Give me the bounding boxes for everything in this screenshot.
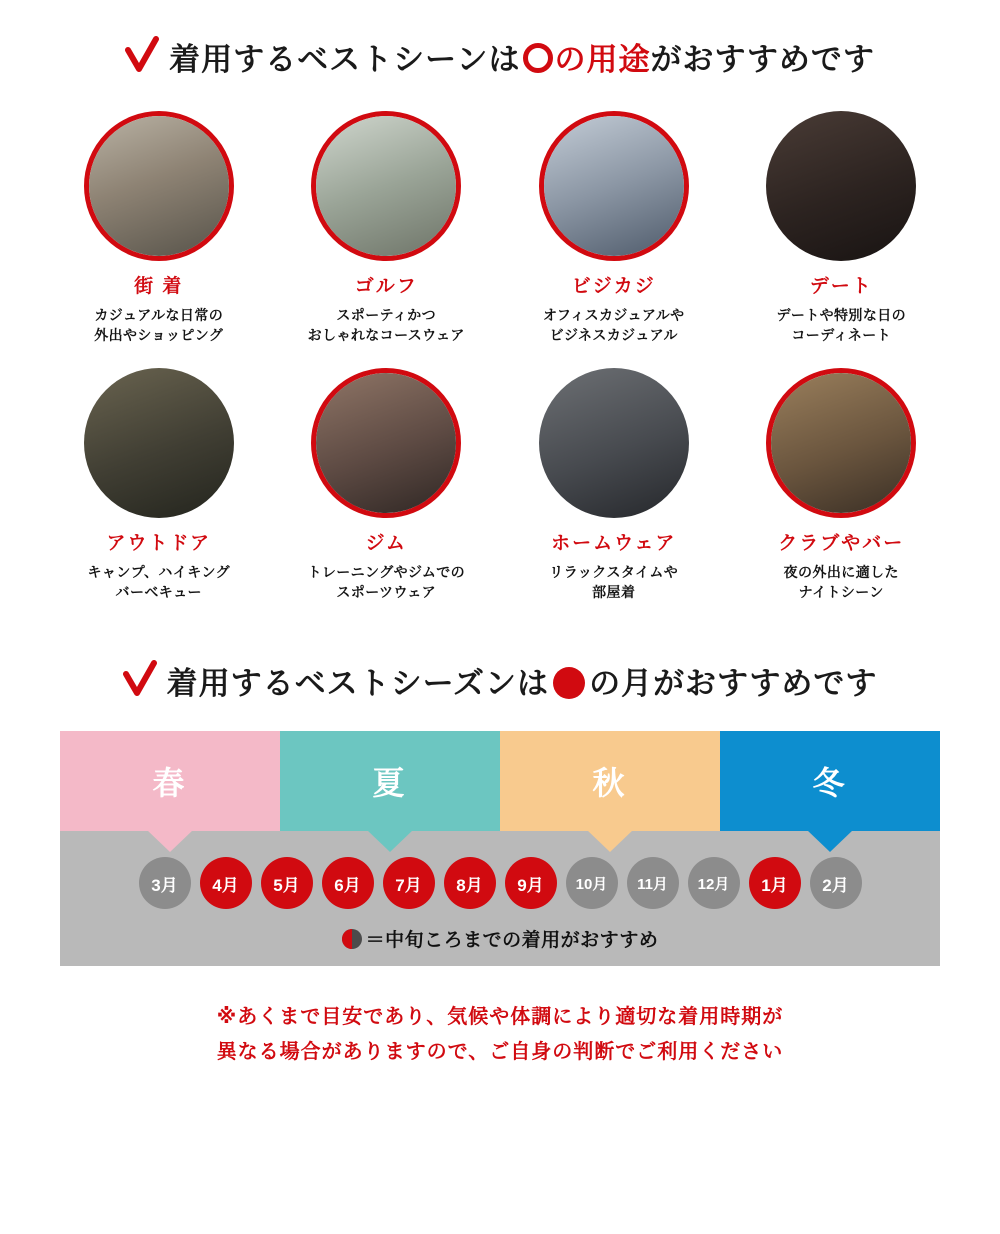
scene-desc: キャンプ、ハイキング バーベキュー	[87, 563, 230, 600]
scene-heading-highlight: の用途	[554, 42, 651, 77]
half-filled-circle-icon	[342, 929, 362, 949]
scene-desc: 夜の外出に適した ナイトシーン	[783, 563, 899, 600]
month-chip-12	[688, 857, 740, 909]
scene-grid	[45, 111, 955, 602]
month-chip-7	[383, 857, 435, 909]
scene-photo-bizcasual	[539, 111, 689, 261]
month-label: 8月	[456, 875, 483, 895]
season-heading	[0, 658, 1000, 703]
month-chip-1	[749, 857, 801, 909]
scene-item	[728, 111, 956, 346]
month-label: 5月	[273, 875, 300, 895]
month-chip-10	[566, 857, 618, 909]
season-cell-spring	[60, 731, 280, 831]
check-icon	[125, 36, 159, 74]
month-label: 11月	[637, 875, 668, 893]
scene-item	[273, 111, 501, 346]
scene-desc: デートや特別な日の コーディネート	[776, 307, 907, 344]
scene-title: ゴルフ	[354, 276, 418, 297]
scene-title: クラブやバー	[778, 532, 905, 554]
scene-desc: トレーニングやジムでの スポーツウェア	[307, 563, 466, 600]
scene-title: ジム	[365, 532, 407, 554]
scene-item	[45, 368, 273, 603]
scene-photo-gym	[311, 368, 461, 518]
month-label: 1月	[761, 875, 788, 895]
legend	[60, 925, 940, 952]
season-row	[60, 731, 940, 831]
month-label: 9月	[517, 875, 544, 895]
month-label: 6月	[334, 875, 361, 895]
season-heading-suffix: がおすすめです	[653, 666, 878, 702]
month-chip-9	[505, 857, 557, 909]
season-arrow-icon	[367, 830, 413, 852]
scene-photo-club-bar	[766, 368, 916, 518]
scene-desc: カジュアルな日常の 外出やショッピング	[94, 307, 224, 344]
season-label: 夏	[372, 765, 408, 802]
month-chip-6	[322, 857, 374, 909]
scene-desc: リラックスタイムや 部屋着	[549, 563, 679, 600]
scene-desc: スポーティかつ おしゃれなコースウェア	[307, 307, 465, 344]
scene-item	[728, 368, 956, 603]
circle-outline-icon	[523, 43, 553, 73]
season-heading-highlight: の月	[589, 666, 654, 702]
season-label: 春	[152, 765, 188, 802]
scene-photo-outdoor	[84, 368, 234, 518]
footnote-line-2: 異なる場合がありますので、ご自身の判断でご利用ください	[216, 1041, 784, 1064]
month-chip-5	[261, 857, 313, 909]
season-arrow-icon	[147, 830, 193, 852]
month-chip-4	[200, 857, 252, 909]
scene-photo-homewear	[539, 368, 689, 518]
season-arrow-icon	[587, 830, 633, 852]
scene-title: デート	[809, 276, 873, 297]
season-cell-winter	[720, 731, 940, 831]
month-label: 10月	[575, 875, 608, 893]
scene-item	[273, 368, 501, 603]
scene-title: 街 着	[134, 276, 184, 297]
filled-circle-icon	[553, 667, 585, 699]
scene-heading	[0, 34, 1000, 79]
scene-desc: オフィスカジュアルや ビジネスカジュアル	[542, 307, 685, 344]
season-cell-summer	[280, 731, 500, 831]
scene-photo-date	[766, 111, 916, 261]
scene-title: ビジカジ	[571, 276, 656, 297]
month-label: 3月	[151, 875, 178, 895]
month-chip-2	[810, 857, 862, 909]
month-chip-3	[139, 857, 191, 909]
season-cell-autumn	[500, 731, 720, 831]
scene-photo-golf	[311, 111, 461, 261]
season-calendar	[60, 731, 940, 966]
scene-item	[500, 111, 728, 346]
scene-photo-machigi	[84, 111, 234, 261]
season-label: 秋	[592, 765, 628, 802]
legend-text: ＝中旬ころまでの着用がおすすめ	[365, 930, 659, 952]
month-label: 2月	[822, 875, 849, 895]
footnote	[0, 1000, 1000, 1070]
scene-title: アウトドア	[106, 532, 211, 554]
footnote-line-1: ※あくまで目安であり、気候や体調により適切な着用時期が	[216, 1006, 784, 1029]
months-row	[60, 857, 940, 909]
scene-heading-suffix: がおすすめです	[650, 42, 875, 77]
month-label: 4月	[212, 875, 239, 895]
month-chip-8	[444, 857, 496, 909]
month-label: 7月	[395, 875, 422, 895]
season-label: 冬	[812, 765, 848, 802]
season-arrow-icon	[807, 830, 853, 852]
scene-item	[500, 368, 728, 603]
scene-title: ホームウェア	[551, 532, 677, 554]
month-label: 12月	[697, 875, 730, 893]
season-heading-prefix: 着用するベストシーズンは	[166, 666, 550, 702]
check-icon	[123, 660, 157, 698]
scene-item	[45, 111, 273, 346]
month-chip-11	[627, 857, 679, 909]
scene-heading-prefix: 着用するベストシーンは	[169, 42, 521, 77]
